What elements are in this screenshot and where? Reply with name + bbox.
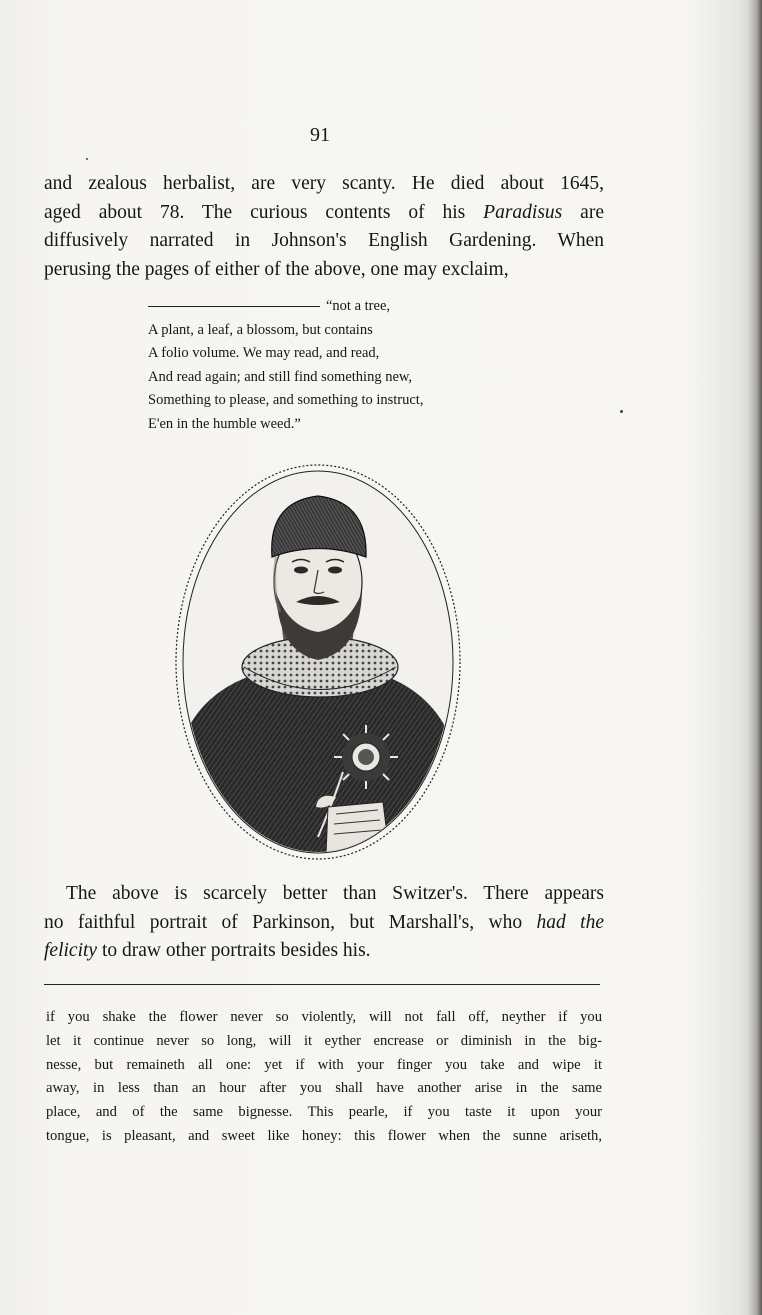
quoted-poem (148, 295, 508, 436)
paragraph-line: diffusively narrated in Johnson's English Gardening. When (44, 230, 604, 251)
poem-line: E'en in the humble weed.” (148, 415, 301, 432)
caption-line: no faithful portrait of Parkinson, but Marshall's, who had the (44, 911, 605, 933)
poem-dash-rule (148, 306, 320, 307)
footnote-line: if you shake the flower never so violently, will not fall off, neyther if you (46, 1009, 602, 1025)
poem-line: A plant, a leaf, a blossom, but contains (148, 321, 373, 338)
opening-paragraph (44, 170, 604, 284)
paragraph-line: aged about 78. The curious contents of his Paradisus are (44, 201, 604, 223)
poem-line: Something to please, and something to instruct, (148, 392, 424, 408)
speck (86, 158, 88, 160)
footnote-line: let it continue never so long, will it eyther encrease or diminish in the big- (46, 1032, 602, 1049)
footnote (46, 1006, 602, 1149)
caption-italic-text: had the (536, 911, 605, 933)
poem-line: “not a tree, (326, 298, 391, 314)
portrait-illustration (168, 462, 468, 862)
portrait-caption (44, 880, 604, 966)
paragraph-line: perusing the pages of either of the above, one may exclaim, (44, 258, 509, 280)
footnote-line: place, and of the same bignesse. This pearle, if you taste it upon your (46, 1104, 602, 1121)
poem-line: A folio volume. We may read, and read, (148, 345, 380, 361)
footnote-rule (44, 984, 600, 985)
caption-line: The above is scarcely better than Switzer's. There appears (66, 883, 604, 904)
paragraph-line: and zealous herbalist, are very scanty. He died about 1645, (44, 173, 604, 194)
page-number: 91 (310, 124, 330, 146)
paragraph-italic-text: Paradisus (483, 201, 563, 223)
footnote-line: away, in less than an hour after you shall have another arise in the same (46, 1080, 602, 1097)
speck (620, 410, 623, 413)
caption-line: felicity to draw other portraits besides his. (44, 940, 371, 961)
page-edge-shadow (748, 0, 762, 1315)
poem-line: And read again; and still find something new, (148, 368, 413, 385)
footnote-line: tongue, is pleasant, and sweet like honey: this flower when the sunne ariseth, (46, 1127, 602, 1144)
footnote-line: nesse, but remaineth all one: yet if with your finger you take and wipe it (46, 1056, 602, 1073)
caption-italic-text: felicity (44, 940, 98, 961)
poem-first-line (148, 295, 508, 319)
portrait-engraving (168, 462, 468, 862)
